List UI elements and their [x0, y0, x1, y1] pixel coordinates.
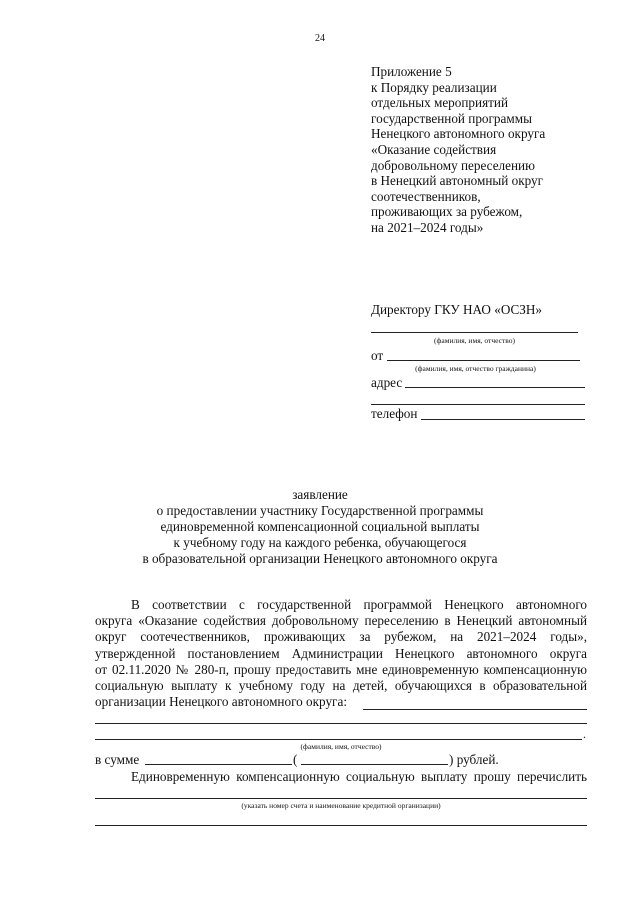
- body-line: организации Ненецкого автономного округа:: [95, 694, 347, 710]
- phone-line[interactable]: [421, 419, 585, 420]
- from-name-line[interactable]: [387, 360, 580, 361]
- citizen-fio-hint: (фамилия, имя, отчество гражданина): [415, 364, 536, 373]
- appendix-line: проживающих за рубежом,: [371, 204, 523, 220]
- body-line: социальную выплату к учебному году на детей, обучающихся в образовательной: [95, 677, 587, 693]
- body-line: округ соотечественников, проживающих за рубежом, на 2021–2024 годы»,: [95, 629, 587, 645]
- appendix-line: соотечественников,: [371, 188, 481, 204]
- appendix-line: добровольному переселению: [371, 157, 535, 173]
- title-line: заявление: [292, 487, 348, 502]
- children-line-1[interactable]: [363, 709, 587, 710]
- children-line-period: .: [583, 727, 586, 741]
- address-label: адрес: [371, 375, 403, 390]
- children-line-2[interactable]: [95, 723, 587, 724]
- appendix-line: государственной программы: [371, 110, 532, 126]
- body-line: округа «Оказание содействия добровольному переселению в Ненецкий автономный: [95, 613, 587, 629]
- appendix-block: [371, 64, 545, 236]
- appendix-line: «Оказание содействия: [371, 141, 497, 157]
- director-heading: Директору ГКУ НАО «ОСЗН»: [371, 302, 543, 317]
- title-line: в образовательной организации Ненецкого автономного округа: [142, 551, 498, 566]
- account-hint: (указать номер счета и наименование кредитной организации): [241, 801, 441, 810]
- sum-words-line[interactable]: [301, 764, 448, 765]
- sum-digits-line[interactable]: [145, 764, 292, 765]
- title-line: о предоставлении участнику Государственной программы: [156, 503, 484, 518]
- body-line: В соответствии с государственной программой Ненецкого автономного: [131, 597, 587, 612]
- body-line: от 02.11.2020 № 280-п, прошу предоставить мне единовременную компенсационную: [95, 661, 587, 677]
- sum-close-text: ) рублей.: [449, 752, 499, 767]
- title-line: единовременной компенсационной социальной выплаты: [160, 519, 480, 534]
- appendix-line: к Порядку реализации: [371, 79, 497, 95]
- director-name-line[interactable]: [371, 332, 578, 333]
- transfer-text: Единовременную компенсационную социальную выплату прошу перечислить: [131, 769, 587, 784]
- appendix-line: Приложение 5: [371, 64, 452, 79]
- sum-open-paren: (: [293, 752, 298, 767]
- account-line[interactable]: [95, 798, 587, 799]
- children-fio-hint: (фамилия, имя, отчество): [300, 742, 382, 751]
- address-line-1[interactable]: [405, 387, 585, 388]
- page-number: 24: [315, 33, 325, 44]
- document-title: [0, 487, 640, 567]
- appendix-line: отдельных мероприятий: [371, 95, 509, 111]
- body-line: утвержденной постановлением Администрации Ненецкого автономного округа: [95, 645, 587, 661]
- sum-label: в сумме: [95, 752, 140, 767]
- appendix-line: в Ненецкий автономный округ: [371, 173, 544, 189]
- children-line-3[interactable]: [95, 739, 582, 740]
- phone-label: телефон: [371, 406, 418, 421]
- appendix-line: на 2021–2024 годы»: [371, 219, 484, 235]
- body-paragraph: [95, 597, 587, 710]
- from-label: от: [371, 348, 384, 363]
- fio-hint: (фамилия, имя, отчество): [434, 336, 515, 345]
- address-line-2[interactable]: [371, 404, 585, 405]
- title-line: к учебному году на каждого ребенка, обучающегося: [173, 535, 467, 550]
- bank-line[interactable]: [95, 825, 587, 826]
- appendix-line: Ненецкого автономного округа: [371, 126, 546, 142]
